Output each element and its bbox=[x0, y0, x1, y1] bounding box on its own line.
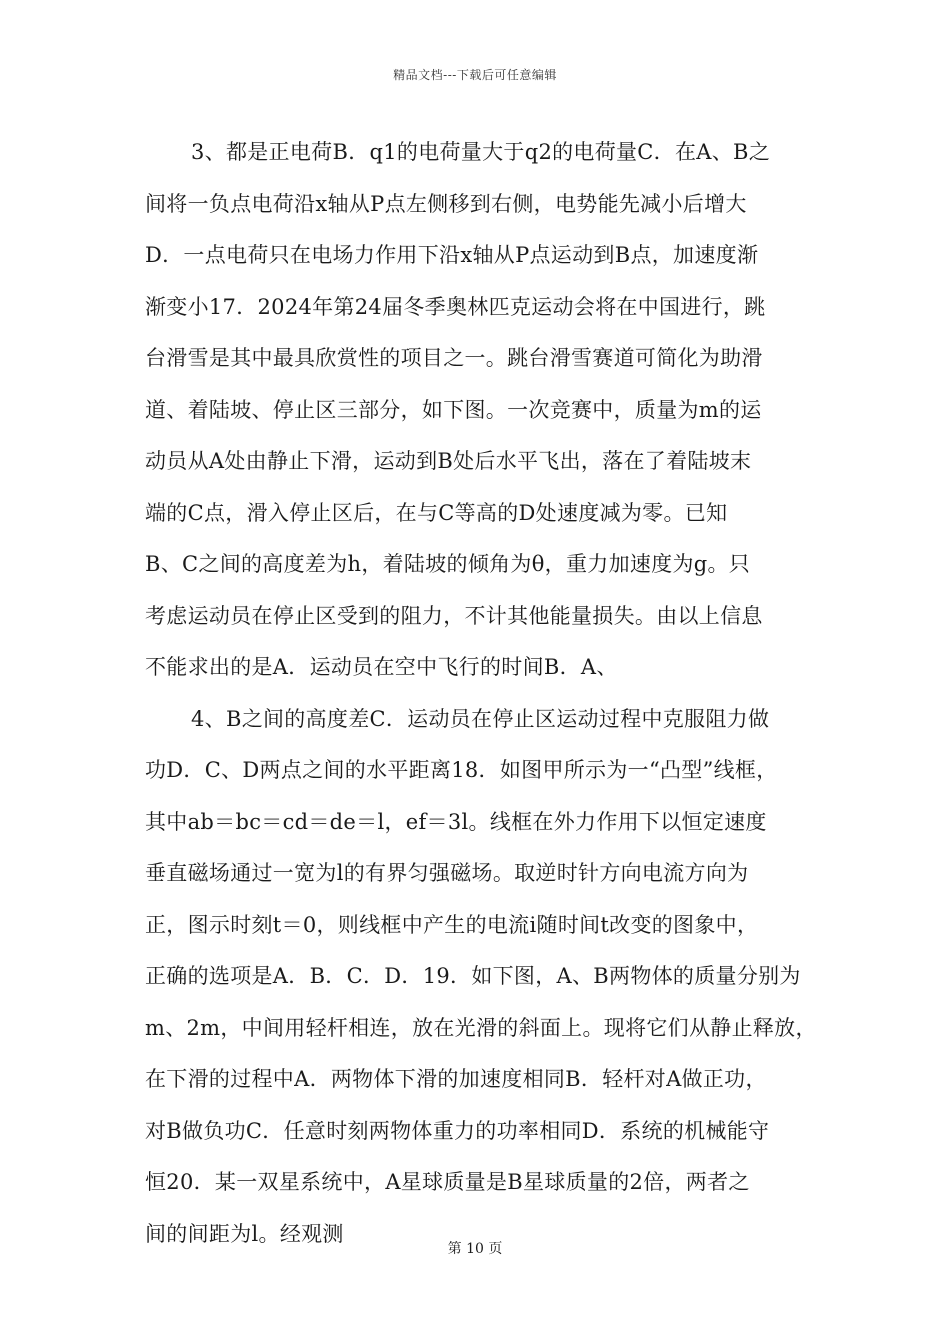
text-line: 在下滑的过程中A．两物体下滑的加速度相同B．轻杆对A做正功， bbox=[145, 1067, 767, 1091]
text-line: B、C之间的高度差为h，着陆坡的倾角为θ，重力加速度为g。只 bbox=[145, 552, 751, 576]
page-number: 第 10 页 bbox=[447, 1241, 503, 1257]
text-line: 不能求出的是A．运动员在空中飞行的时间B．A、 bbox=[145, 655, 618, 679]
text-line: 3、都是正电荷B．q1的电荷量大于q2的电荷量C．在A、B之 bbox=[191, 140, 771, 164]
document-body bbox=[145, 132, 817, 1265]
text-line: D．一点电荷只在电场力作用下沿x轴从P点运动到B点，加速度渐 bbox=[145, 243, 759, 267]
text-line: m、2m，中间用轻杆相连，放在光滑的斜面上。现将它们从静止释放， bbox=[145, 1015, 817, 1040]
text-line: 其中ab＝bc＝cd＝de＝l，ef＝3l。线框在外力作用下以恒定速度 bbox=[145, 809, 767, 834]
text-line: 功D．C、D两点之间的水平距离18．如图甲所示为一“凸型”线框， bbox=[145, 758, 778, 782]
text-line: 4、B之间的高度差C．运动员在停止区运动过程中克服阻力做 bbox=[191, 706, 770, 731]
text-line: 垂直磁场通过一宽为l的有界匀强磁场。取逆时针方向电流方向为 bbox=[145, 861, 749, 885]
text-line: 间的间距为l。经观测 bbox=[145, 1221, 344, 1246]
text-line: 考虑运动员在停止区受到的阻力，不计其他能量损失。由以上信息 bbox=[145, 603, 763, 628]
text-line: 渐变小17．2024年第24届冬季奥林匹克运动会将在中国进行，跳 bbox=[145, 294, 766, 319]
page-header: 精品文档---下载后可任意编辑 bbox=[393, 68, 557, 82]
text-line: 正确的选项是A．B．C．D．19．如下图，A、B两物体的质量分别为 bbox=[145, 964, 801, 988]
text-line: 对B做负功C．任意时刻两物体重力的功率相同D．系统的机械能守 bbox=[145, 1118, 770, 1143]
text-line: 正，图示时刻t＝0，则线框中产生的电流i随时间t改变的图象中， bbox=[145, 912, 759, 937]
text-line: 恒20．某一双星系统中，A星球质量是B星球质量的2倍，两者之 bbox=[145, 1170, 750, 1194]
text-line: 道、着陆坡、停止区三部分，如下图。一次竞赛中，质量为m的运 bbox=[145, 397, 762, 422]
paragraph-2 bbox=[145, 699, 817, 1266]
paragraph-1 bbox=[145, 132, 810, 699]
text-line: 端的C点，滑入停止区后，在与C等高的D处速度减为零。已知 bbox=[145, 500, 728, 525]
text-line: 台滑雪是其中最具欣赏性的项目之一。跳台滑雪赛道可简化为助滑 bbox=[145, 346, 763, 370]
text-line: 间将一负点电荷沿x轴从P点左侧移到右侧，电势能先减小后增大 bbox=[145, 191, 747, 216]
text-line: 动员从A处由静止下滑，运动到B处后水平飞出，落在了着陆坡末 bbox=[145, 449, 752, 473]
